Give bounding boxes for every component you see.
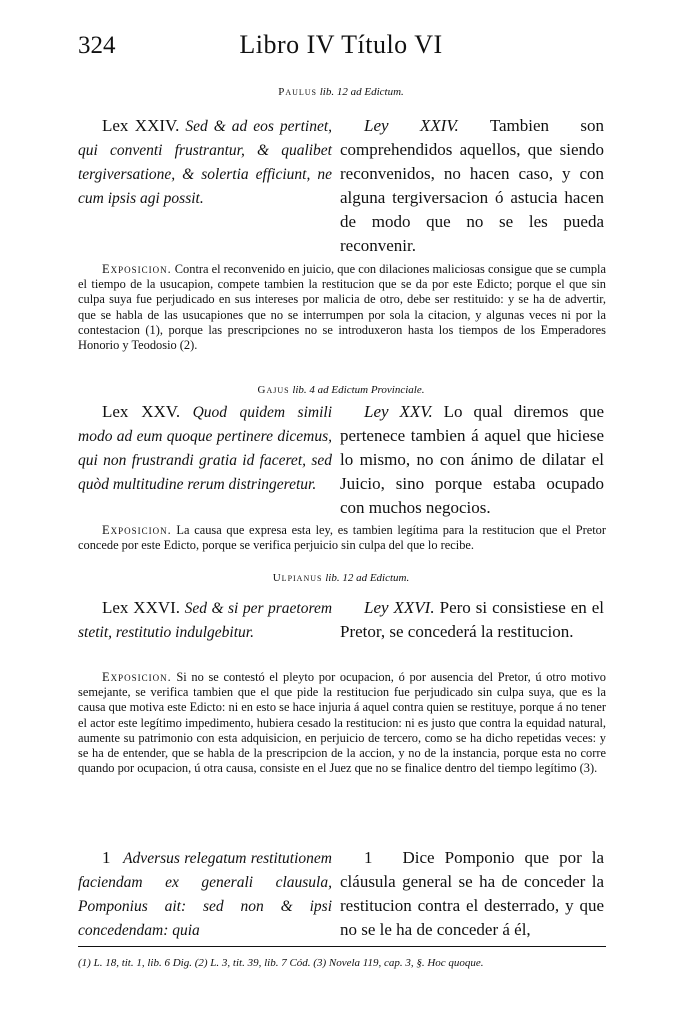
spanish-text: Pero si consistiese en el Pretor, se concederá la restitucion.	[340, 598, 605, 641]
paragraph-number: 1	[102, 848, 111, 867]
footnote-rule	[78, 946, 606, 947]
spanish-column	[340, 114, 604, 258]
spanish-text: Dice Pomponio que por la cláusula general se ha de conceder la restitucion contra el desterrado, y que no se le ha de conceder á él,	[340, 848, 605, 939]
lex-label: Lex XXV.	[102, 402, 181, 421]
page-title: Libro IV Título VI	[239, 30, 443, 59]
exposition-label: Exposicion.	[102, 670, 172, 684]
spanish-column	[340, 596, 604, 644]
latin-text: Sed & si per praetorem stetit, restitutio indulgebitur.	[78, 600, 333, 641]
latin-column	[78, 114, 332, 211]
ley-label: Ley XXV.	[364, 402, 433, 421]
source-citation	[78, 384, 604, 396]
exposition	[78, 262, 606, 353]
exposition	[78, 523, 606, 553]
source-citation	[78, 86, 604, 98]
ley-label: Ley XXVI.	[364, 598, 435, 617]
latin-text: Adversus relegatum restitutionem faciendam ex generali clausula, Pomponius ait: sed non & ipsi concedendam: quia	[78, 850, 332, 939]
footnotes: (1) L. 18, tit. 1, lib. 6 Dig. (2) L. 3, tit. 39, lib. 7 Cód. (3) Novela 119, cap. 3, §. Hoc quoque.	[78, 957, 484, 969]
spanish-column	[340, 400, 604, 520]
paragraph-number: 1	[364, 848, 373, 867]
lex-label: Lex XXIV.	[102, 116, 180, 135]
latin-text: Quod quidem simili modo ad eum quoque pertinere dicemus, qui non frustrandi gratia id faceret, sed quòd multitudine rerum distringeretur.	[78, 404, 333, 493]
exposition-label: Exposicion.	[102, 523, 172, 537]
source-reference: lib. 12 ad Edictum.	[319, 86, 404, 98]
latin-column	[78, 400, 332, 497]
spanish-column	[340, 846, 604, 942]
exposition-label: Exposicion.	[102, 262, 172, 276]
page-number: 324	[78, 32, 116, 59]
lex-label: Lex XXVI.	[102, 598, 181, 617]
exposition	[78, 670, 606, 776]
ley-label: Ley XXIV.	[364, 116, 459, 135]
source-author: Paulus	[278, 86, 317, 98]
source-citation	[78, 572, 604, 584]
exposition-text: Si no se contestó el pleyto por ocupacion, ó por ausencia del Pretor, ú otro motivo semejante, se verifica tambien que el que pide la restitucion fue perjudicado sin culpa suya, que es la causa que motiva este Edicto: ni en esto se hace injuria á aquel contra quien se restituye, porque á no tener el actor este legítimo impedimento, hubiera cesado la restitucion: ni es justo que contra la equidad natural, aumente su patrimonio con esta adquisicion, en perjuicio de tercero, como se ha dicho repetidas veces: y se ha de entender, que se habla de la prescripcion de la accion, y no de la instancia, porque esta no corre quando por ocupacion, ú otra causa, consiste en el Juez que no se finalice dentro del tiempo legítimo (3).	[78, 670, 606, 776]
exposition-text: Contra el reconvenido en juicio, que con dilaciones maliciosas consigue que se cumpla el tiempo de la usucapion, compete tambien la restitucion que se da por este Edicto; porque el que sin culpa suya fue perjudicado en sus intereses por malicia de otro, debe ser restituido: y se ha de advertir, que se habla de las usucapiones que no se interrumpen por sola la citacion, y algunas veces ni por la contestacion (1), porque las prescripciones no se introduxeron hasta los tiempos de los Emperadores Honorio y Teodosio (2).	[78, 262, 606, 353]
spanish-text: Tambien son comprehendidos aquellos, que siendo reconvenidos, no hacen caso, y con alguna tergiversacion ó astucia hacen de modo que no se les pueda reconvenir.	[340, 116, 605, 255]
latin-text: Sed & ad eos pertinet, qui conventi frustrantur, & qualibet tergiversatione, & solertia efficiunt, ne cum ipsis agi possit.	[78, 118, 333, 207]
source-reference: lib. 4 ad Edictum Provinciale.	[292, 384, 425, 396]
source-author: Gajus	[257, 384, 290, 396]
exposition-text: La causa que expresa esta ley, es tambien legítima para la restitucion que el Pretor concede por este Edicto, porque se verifica perjuicio sin culpa del que lo recibe.	[78, 523, 606, 553]
spanish-text: Lo qual diremos que pertenece tambien á aquel que hiciese lo mismo, no con ánimo de dilatar el Juicio, sino porque estaba ocupado con muchos negocios.	[340, 402, 604, 517]
latin-column	[78, 596, 332, 645]
page-header	[78, 30, 604, 66]
source-author: Ulpianus	[272, 572, 323, 584]
latin-column	[78, 846, 332, 943]
source-reference: lib. 12 ad Edictum.	[325, 572, 410, 584]
